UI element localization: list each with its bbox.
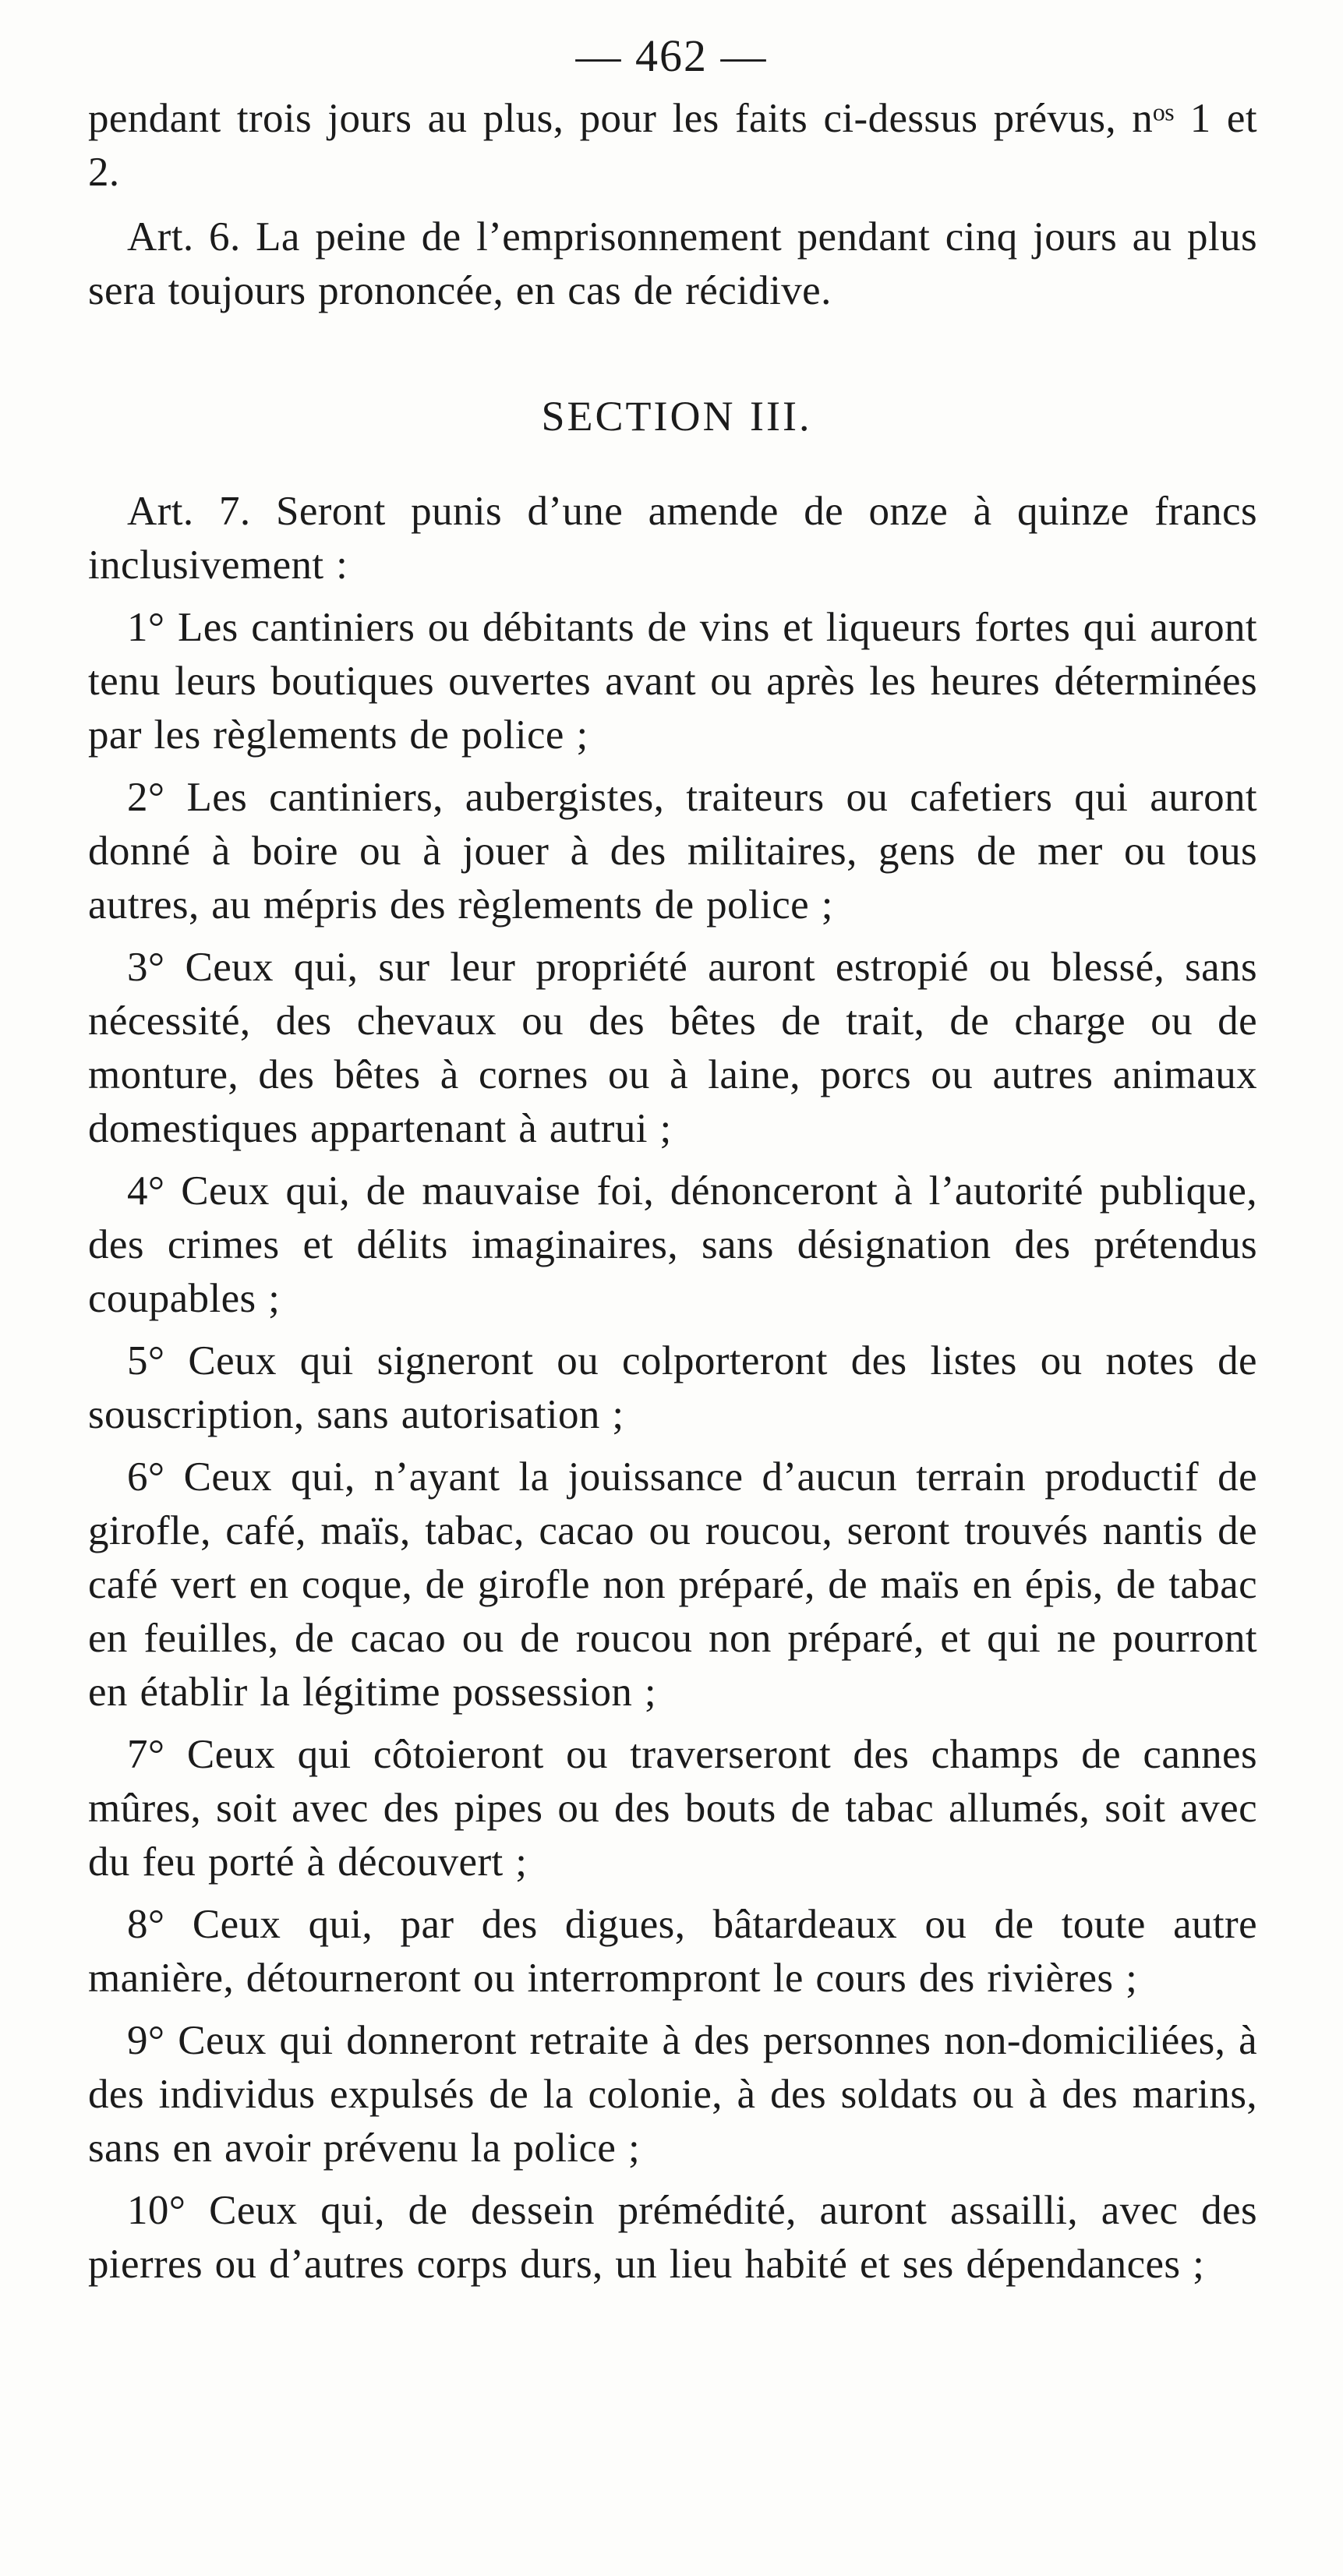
continuation-paragraph: pendant trois jours au plus, pour les faits ci-dessus prévus, nᵒˢ 1 et 2. [88,96,1257,195]
article-7-item-8: 8° Ceux qui, par des digues, bâtardeaux ou de toute autre manière, détourneront ou interrompront le cours des rivières ; [88,1902,1257,2001]
article-6-paragraph: Art. 6. La peine de l’emprisonnement pendant cinq jours au plus sera toujours prononcée, en cas de récidive. [88,214,1257,313]
article-7-intro: Art. 7. Seront punis d’une amende de onze à quinze francs inclusivement : [88,489,1257,588]
article-7-item-1: 1° Les cantiniers ou débitants de vins et liqueurs fortes qui auront tenu leurs boutiques ouvertes avant ou après les heures déterminées par les règlements de police ; [88,605,1257,758]
article-7-item-3: 3° Ceux qui, sur leur propriété auront estropié ou blessé, sans nécessité, des chevaux ou des bêtes de trait, de charge ou de monture, des bêtes à cornes ou à laine, porcs ou autres animaux domestiques appartenant à autrui ; [88,945,1257,1151]
section-heading: SECTION III. [541,393,812,440]
article-7-item-10: 10° Ceux qui, de dessein prémédité, auront assailli, avec des pierres ou d’autres corps durs, un lieu habité et ses dépendances ; [88,2188,1257,2287]
article-7-item-6: 6° Ceux qui, n’ayant la jouissance d’aucun terrain productif de girofle, café, maïs, tabac, cacao ou roucou, seront trouvés nantis de café vert en coque, de girofle non préparé, de maïs en épis, de tabac en feuilles, de cacao ou de roucou non préparé, et qui ne pourront en établir la légitime possession ; [88,1454,1257,1715]
article-7-item-9: 9° Ceux qui donneront retraite à des personnes non-domiciliées, à des individus expulsés de la colonie, à des soldats ou à des marins, sans en avoir prévenu la police ; [88,2018,1257,2171]
article-7-item-5: 5° Ceux qui signeront ou colporteront des listes ou notes de souscription, sans autorisation ; [88,1338,1257,1437]
article-7-item-4: 4° Ceux qui, de mauvaise foi, dénonceront à l’autorité publique, des crimes et délits imaginaires, sans désignation des prétendus coupables ; [88,1168,1257,1321]
article-7-item-2: 2° Les cantiniers, aubergistes, traiteurs ou cafetiers qui auront donné à boire ou à jouer à des militaires, gens de mer ou tous autres, au mépris des règlements de police ; [88,775,1257,928]
page-number: — 462 — [575,30,768,81]
article-7-item-7: 7° Ceux qui côtoieront ou traverseront des champs de cannes mûres, soit avec des pipes ou des bouts de tabac allumés, soit avec du feu porté à découvert ; [88,1732,1257,1885]
page-text-body [88,92,1257,2292]
